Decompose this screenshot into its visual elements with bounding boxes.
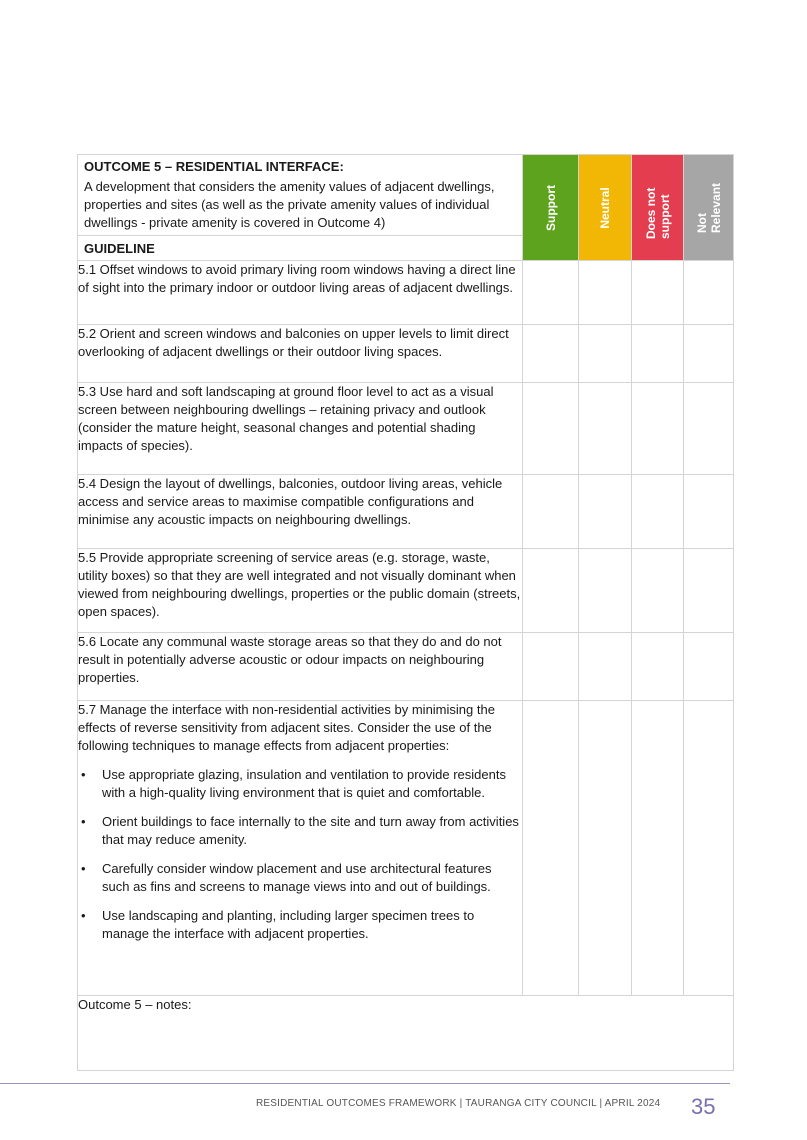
rating-cell-not-relevant[interactable] bbox=[684, 261, 734, 325]
bullet-item: • Orient buildings to face internally to the site and turn away from activities that may reduce amenity. bbox=[78, 813, 522, 849]
guideline-text: 5.4 Design the layout of dwellings, balconies, outdoor living areas, vehicle access and service areas to maximise compatible configurations and minimise any acoustic impacts on neighbouring dwellings. bbox=[78, 475, 523, 549]
rating-header-does-not-support bbox=[632, 155, 684, 261]
header-row bbox=[78, 155, 734, 261]
guideline-label: GUIDELINE bbox=[78, 235, 522, 260]
rating-cell-does-not-support[interactable] bbox=[632, 633, 684, 701]
rating-label: Neutral bbox=[598, 186, 612, 229]
guideline-row bbox=[78, 325, 734, 383]
rating-cell-neutral[interactable] bbox=[579, 633, 632, 701]
guideline-row bbox=[78, 633, 734, 701]
rating-cell-neutral[interactable] bbox=[579, 549, 632, 633]
rating-cell-does-not-support[interactable] bbox=[632, 475, 684, 549]
notes-row bbox=[78, 996, 734, 1071]
rating-cell-not-relevant[interactable] bbox=[684, 383, 734, 475]
outcome-title: OUTCOME 5 – RESIDENTIAL INTERFACE: bbox=[84, 159, 344, 174]
guideline-cell bbox=[78, 701, 523, 996]
rating-cell-support[interactable] bbox=[523, 633, 579, 701]
rating-cell-support[interactable] bbox=[523, 383, 579, 475]
outcome-description: A development that considers the amenity values of adjacent dwellings, properties and sites (as well as the private amenity values of individual dwellings - private amenity is covered in Outcome 4) bbox=[84, 179, 495, 230]
rating-cell-does-not-support[interactable] bbox=[632, 549, 684, 633]
guideline-row bbox=[78, 549, 734, 633]
rating-cell-does-not-support[interactable] bbox=[632, 701, 684, 996]
guideline-text: 5.6 Locate any communal waste storage areas so that they do and do not result in potentially adverse acoustic or odour impacts on neighbouring properties. bbox=[78, 633, 523, 701]
guideline-text: 5.1 Offset windows to avoid primary living room windows having a direct line of sight into the primary indoor or outdoor living areas of adjacent dwellings. bbox=[78, 261, 523, 325]
rating-header-not-relevant bbox=[684, 155, 734, 261]
rating-header-neutral bbox=[579, 155, 632, 261]
rating-cell-not-relevant[interactable] bbox=[684, 633, 734, 701]
rating-cell-not-relevant[interactable] bbox=[684, 325, 734, 383]
bullet-item: • Use appropriate glazing, insulation and ventilation to provide residents with a high-quality living environment that is quiet and comfortable. bbox=[78, 766, 522, 802]
footer-rule bbox=[0, 1083, 730, 1084]
page-number: 35 bbox=[691, 1094, 716, 1119]
guideline-text: 5.2 Orient and screen windows and balconies on upper levels to limit direct overlooking of adjacent dwellings or their outdoor living spaces. bbox=[78, 325, 523, 383]
rating-cell-does-not-support[interactable] bbox=[632, 261, 684, 325]
notes-label: Outcome 5 – notes: bbox=[78, 997, 192, 1012]
guideline-text: 5.3 Use hard and soft landscaping at ground floor level to act as a visual screen between neighbouring dwellings – retaining privacy and outlook (consider the mature height, seasonal changes and potential shading impacts of species). bbox=[78, 383, 523, 475]
bullet-item: • Use landscaping and planting, including larger specimen trees to manage the interface with adjacent properties. bbox=[78, 907, 522, 943]
rating-label: Support bbox=[543, 184, 558, 231]
guideline-row bbox=[78, 261, 734, 325]
footer-text: RESIDENTIAL OUTCOMES FRAMEWORK | TAURANGA CITY COUNCIL | APRIL 2024 bbox=[256, 1098, 661, 1109]
rating-label: Not Relevant bbox=[694, 182, 723, 233]
guideline-row bbox=[78, 383, 734, 475]
guideline-row bbox=[78, 701, 734, 996]
rating-cell-not-relevant[interactable] bbox=[684, 549, 734, 633]
notes-cell[interactable] bbox=[78, 996, 734, 1071]
guideline-text: 5.7 Manage the interface with non-residential activities by minimising the effects of reverse sensitivity from adjacent sites. Consider the use of the following techniques to manage effects from adjacent properties: bbox=[78, 702, 495, 753]
rating-cell-neutral[interactable] bbox=[579, 261, 632, 325]
rating-cell-support[interactable] bbox=[523, 325, 579, 383]
rating-cell-neutral[interactable] bbox=[579, 475, 632, 549]
bullet-list bbox=[78, 766, 522, 943]
rating-cell-neutral[interactable] bbox=[579, 701, 632, 996]
rating-cell-not-relevant[interactable] bbox=[684, 475, 734, 549]
rating-cell-neutral[interactable] bbox=[579, 325, 632, 383]
rating-cell-support[interactable] bbox=[523, 261, 579, 325]
header-cell bbox=[78, 155, 523, 261]
outcome-5-table bbox=[77, 154, 734, 1071]
rating-header-support bbox=[523, 155, 579, 261]
rating-cell-does-not-support[interactable] bbox=[632, 325, 684, 383]
rating-label: Does not support bbox=[643, 187, 672, 239]
rating-cell-not-relevant[interactable] bbox=[684, 701, 734, 996]
bullet-item: • Carefully consider window placement and use architectural features such as fins and screens to manage views into and out of buildings. bbox=[78, 860, 522, 896]
rating-cell-neutral[interactable] bbox=[579, 383, 632, 475]
guideline-row bbox=[78, 475, 734, 549]
rating-cell-does-not-support[interactable] bbox=[632, 383, 684, 475]
rating-cell-support[interactable] bbox=[523, 549, 579, 633]
rating-cell-support[interactable] bbox=[523, 701, 579, 996]
rating-cell-support[interactable] bbox=[523, 475, 579, 549]
guideline-text: 5.5 Provide appropriate screening of service areas (e.g. storage, waste, utility boxes) so that they are well integrated and not visually dominant when viewed from neighbouring dwellings, properties or the public domain (streets, open spaces). bbox=[78, 549, 523, 633]
